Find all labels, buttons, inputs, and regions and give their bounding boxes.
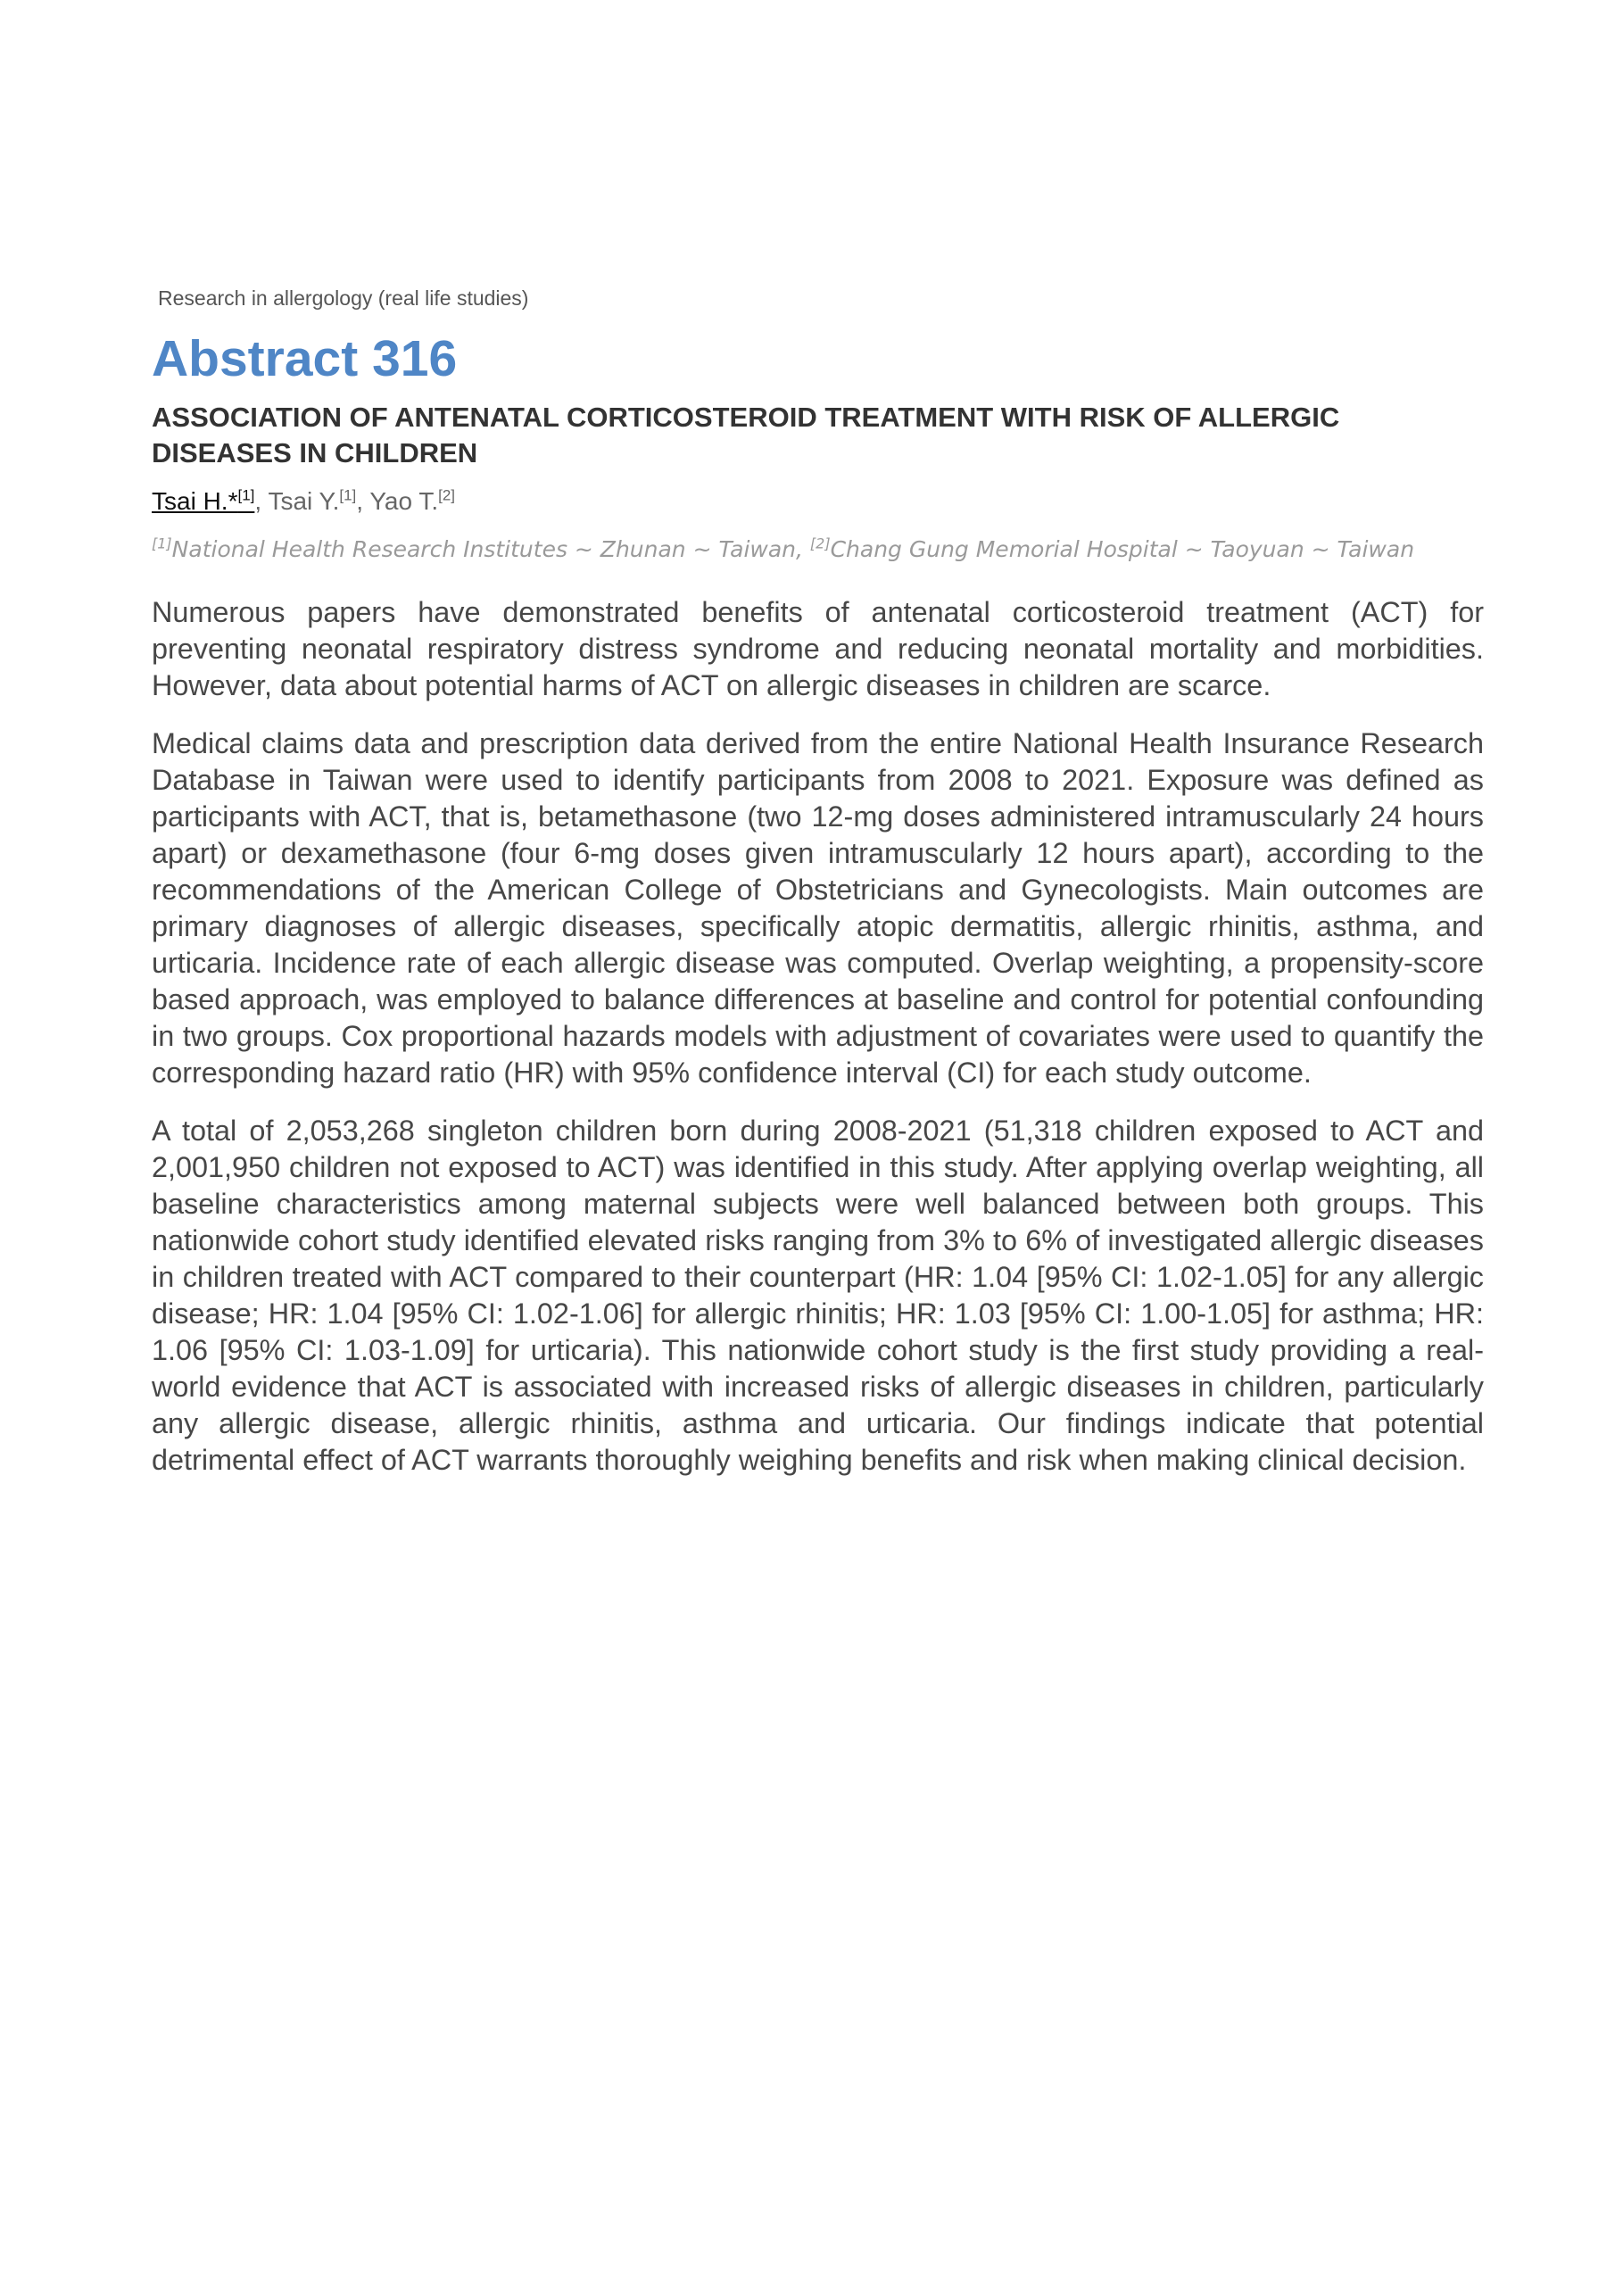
author-separator: , — [356, 487, 370, 515]
co-author-affiliation-ref: [1] — [339, 486, 357, 504]
author-list — [152, 485, 1484, 518]
presenting-author-name: Tsai H.* — [152, 487, 238, 515]
author-separator: , — [254, 487, 269, 515]
affiliation-text: Chang Gung Memorial Hospital ~ Taoyuan ~ Taiwan — [830, 536, 1415, 562]
abstract-paragraph-background: Numerous papers have demonstrated benefits of antenatal corticosteroid treatment (ACT) for preventing neonatal respiratory distress syndrome and reducing neonatal mortality and morbidities. However, data about potential harms of ACT on allergic diseases in children are scarce. — [152, 596, 1484, 701]
affiliation-list — [152, 535, 1484, 564]
session-category: Research in allergology (real life studies) — [158, 286, 529, 310]
presenting-author-affiliation-ref: [1] — [237, 486, 255, 504]
affiliation-ref: [2] — [809, 535, 831, 552]
affiliation-ref: [1] — [152, 535, 172, 552]
co-author-name: Yao T. — [369, 487, 439, 515]
abstract-paragraph-methods: Medical claims data and prescription data derived from the entire National Health Insurance Research Database in Taiwan were used to identify participants from 2008 to 2021. Exposure was defined as participants with ACT, that is, betamethasone (two 12-mg doses administered intramuscularly 24 hours apart) or dexamethasone (four 6-mg doses given intramuscularly 12 hours apart), according to the recommendations of the American College of Obstetricians and Gynecologists. Main outcomes are primary diagnoses of allergic diseases, specifically atopic dermatitis, allergic rhinitis, asthma, and urticaria. Incidence rate of each allergic disease was computed. Overlap weighting, a propensity-score based approach, was employed to balance differences at baseline and control for potential confounding in two groups. Cox proportional hazards models with adjustment of covariates were used to quantify the corresponding hazard ratio (HR) with 95% confidence interval (CI) for each study outcome. — [152, 727, 1484, 1089]
co-author-affiliation-ref: [2] — [438, 486, 456, 504]
affiliation-text: National Health Research Institutes ~ Zhunan ~ Taiwan, — [171, 536, 810, 562]
presenting-author — [152, 487, 254, 515]
abstract-page — [152, 286, 1484, 1500]
abstract-number-heading: Abstract 316 — [152, 330, 458, 387]
co-author-name: Tsai Y. — [268, 487, 340, 515]
paper-title: ASSOCIATION OF ANTENATAL CORTICOSTEROID TREATMENT WITH RISK OF ALLERGIC DISEASES IN CHILDREN — [152, 402, 1340, 468]
abstract-paragraph-results: A total of 2,053,268 singleton children born during 2008-2021 (51,318 children exposed to ACT and 2,001,950 children not exposed to ACT) was identified in this study. After applying overlap weighting, all baseline characteristics among maternal subjects were well balanced between both groups. This nationwide cohort study identified elevated risks ranging from 3% to 6% of investigated allergic diseases in children treated with ACT compared to their counterpart (HR: 1.04 [95% CI: 1.02-1.05] for any allergic disease; HR: 1.04 [95% CI: 1.02-1.06] for allergic rhinitis; HR: 1.03 [95% CI: 1.00-1.05] for asthma; HR: 1.06 [95% CI: 1.03-1.09] for urticaria). This nationwide cohort study is the first study providing a real-world evidence that ACT is associated with increased risks of allergic diseases in children, particularly any allergic disease, allergic rhinitis, asthma and urticaria. Our findings indicate that potential detrimental effect of ACT warrants thoroughly weighing benefits and risk when making clinical decision. — [152, 1115, 1484, 1476]
